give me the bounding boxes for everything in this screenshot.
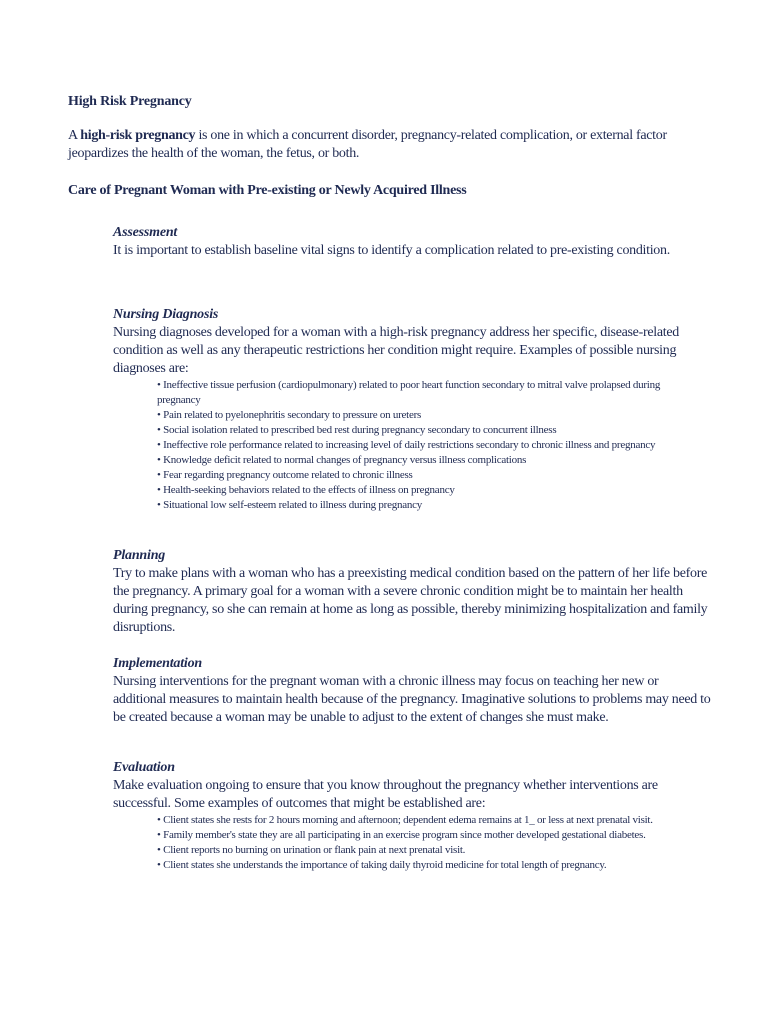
assessment-body: It is important to establish baseline vital signs to identify a complication related to pre-existing condition. — [113, 243, 670, 258]
intro-bold-term: high-risk pregnancy — [80, 128, 196, 143]
intro-paragraph — [68, 127, 708, 163]
nursing-diagnosis-title: Nursing Diagnosis — [113, 307, 219, 322]
planning-section — [113, 547, 713, 637]
assessment-title: Assessment — [113, 225, 178, 240]
evaluation-section — [113, 759, 713, 873]
list-item: • Client reports no burning on urination or flank pain at next prenatal visit. — [157, 843, 697, 858]
planning-body: Try to make plans with a woman who has a preexisting medical condition based on the pattern of her life before the pregnancy. A primary goal for a woman with a severe chronic condition might be to maintain her health during pregnancy, so she can remain at home as long as possible, thereby minimizing hospitalization and family disruptions. — [113, 566, 708, 635]
nursing-diagnosis-list — [113, 378, 697, 513]
nursing-diagnosis-body: Nursing diagnoses developed for a woman with a high-risk pregnancy address her specific, disease-related condition as well as any therapeutic restrictions her condition might require. Examples of possible nursing diagnoses are: — [113, 325, 679, 376]
list-item: • Ineffective tissue perfusion (cardiopulmonary) related to poor heart function secondary to mitral valve prolapsed during pregnancy — [157, 378, 697, 408]
implementation-body: Nursing interventions for the pregnant woman with a chronic illness may focus on teaching her new or additional measures to maintain health because of the pregnancy. Imaginative solutions to problems may need to be created because a woman may be unable to adjust to the extent of changes she must make. — [113, 674, 711, 725]
implementation-title: Implementation — [113, 656, 202, 671]
list-item: • Knowledge deficit related to normal changes of pregnancy versus illness complications — [157, 453, 697, 468]
list-item: • Client states she rests for 2 hours morning and afternoon; dependent edema remains at 1_ or less at next prenatal visit. — [157, 813, 697, 828]
implementation-section — [113, 655, 713, 727]
assessment-section — [113, 224, 713, 260]
evaluation-body: Make evaluation ongoing to ensure that you know throughout the pregnancy whether interventions are successful. Some examples of outcomes that might be established are: — [113, 778, 658, 811]
list-item: • Health-seeking behaviors related to the effects of illness on pregnancy — [157, 483, 697, 498]
list-item: • Ineffective role performance related to increasing level of daily restrictions secondary to chronic illness and pregnancy — [157, 438, 697, 453]
list-item: • Client states she understands the importance of taking daily thyroid medicine for total length of pregnancy. — [157, 858, 697, 873]
intro-rest: is one in which a concurrent disorder, pregnancy-related complication, or external factor jeopardizes the health of the woman, the fetus, or both. — [68, 128, 667, 161]
intro-lead: A — [68, 128, 81, 143]
list-item: • Situational low self-esteem related to illness during pregnancy — [157, 498, 697, 513]
list-item: • Social isolation related to prescribed bed rest during pregnancy secondary to concurrent illness — [157, 423, 697, 438]
planning-title: Planning — [113, 548, 166, 563]
list-item: • Family member's state they are all participating in an exercise program since mother developed gestational diabetes. — [157, 828, 697, 843]
nursing-diagnosis-section — [113, 306, 713, 513]
evaluation-title: Evaluation — [113, 760, 175, 775]
care-heading: Care of Pregnant Woman with Pre-existing or Newly Acquired Illness — [68, 183, 467, 198]
evaluation-list — [113, 813, 697, 873]
page-title: High Risk Pregnancy — [68, 94, 192, 109]
list-item: • Pain related to pyelonephritis secondary to pressure on ureters — [157, 408, 697, 423]
list-item: • Fear regarding pregnancy outcome related to chronic illness — [157, 468, 697, 483]
